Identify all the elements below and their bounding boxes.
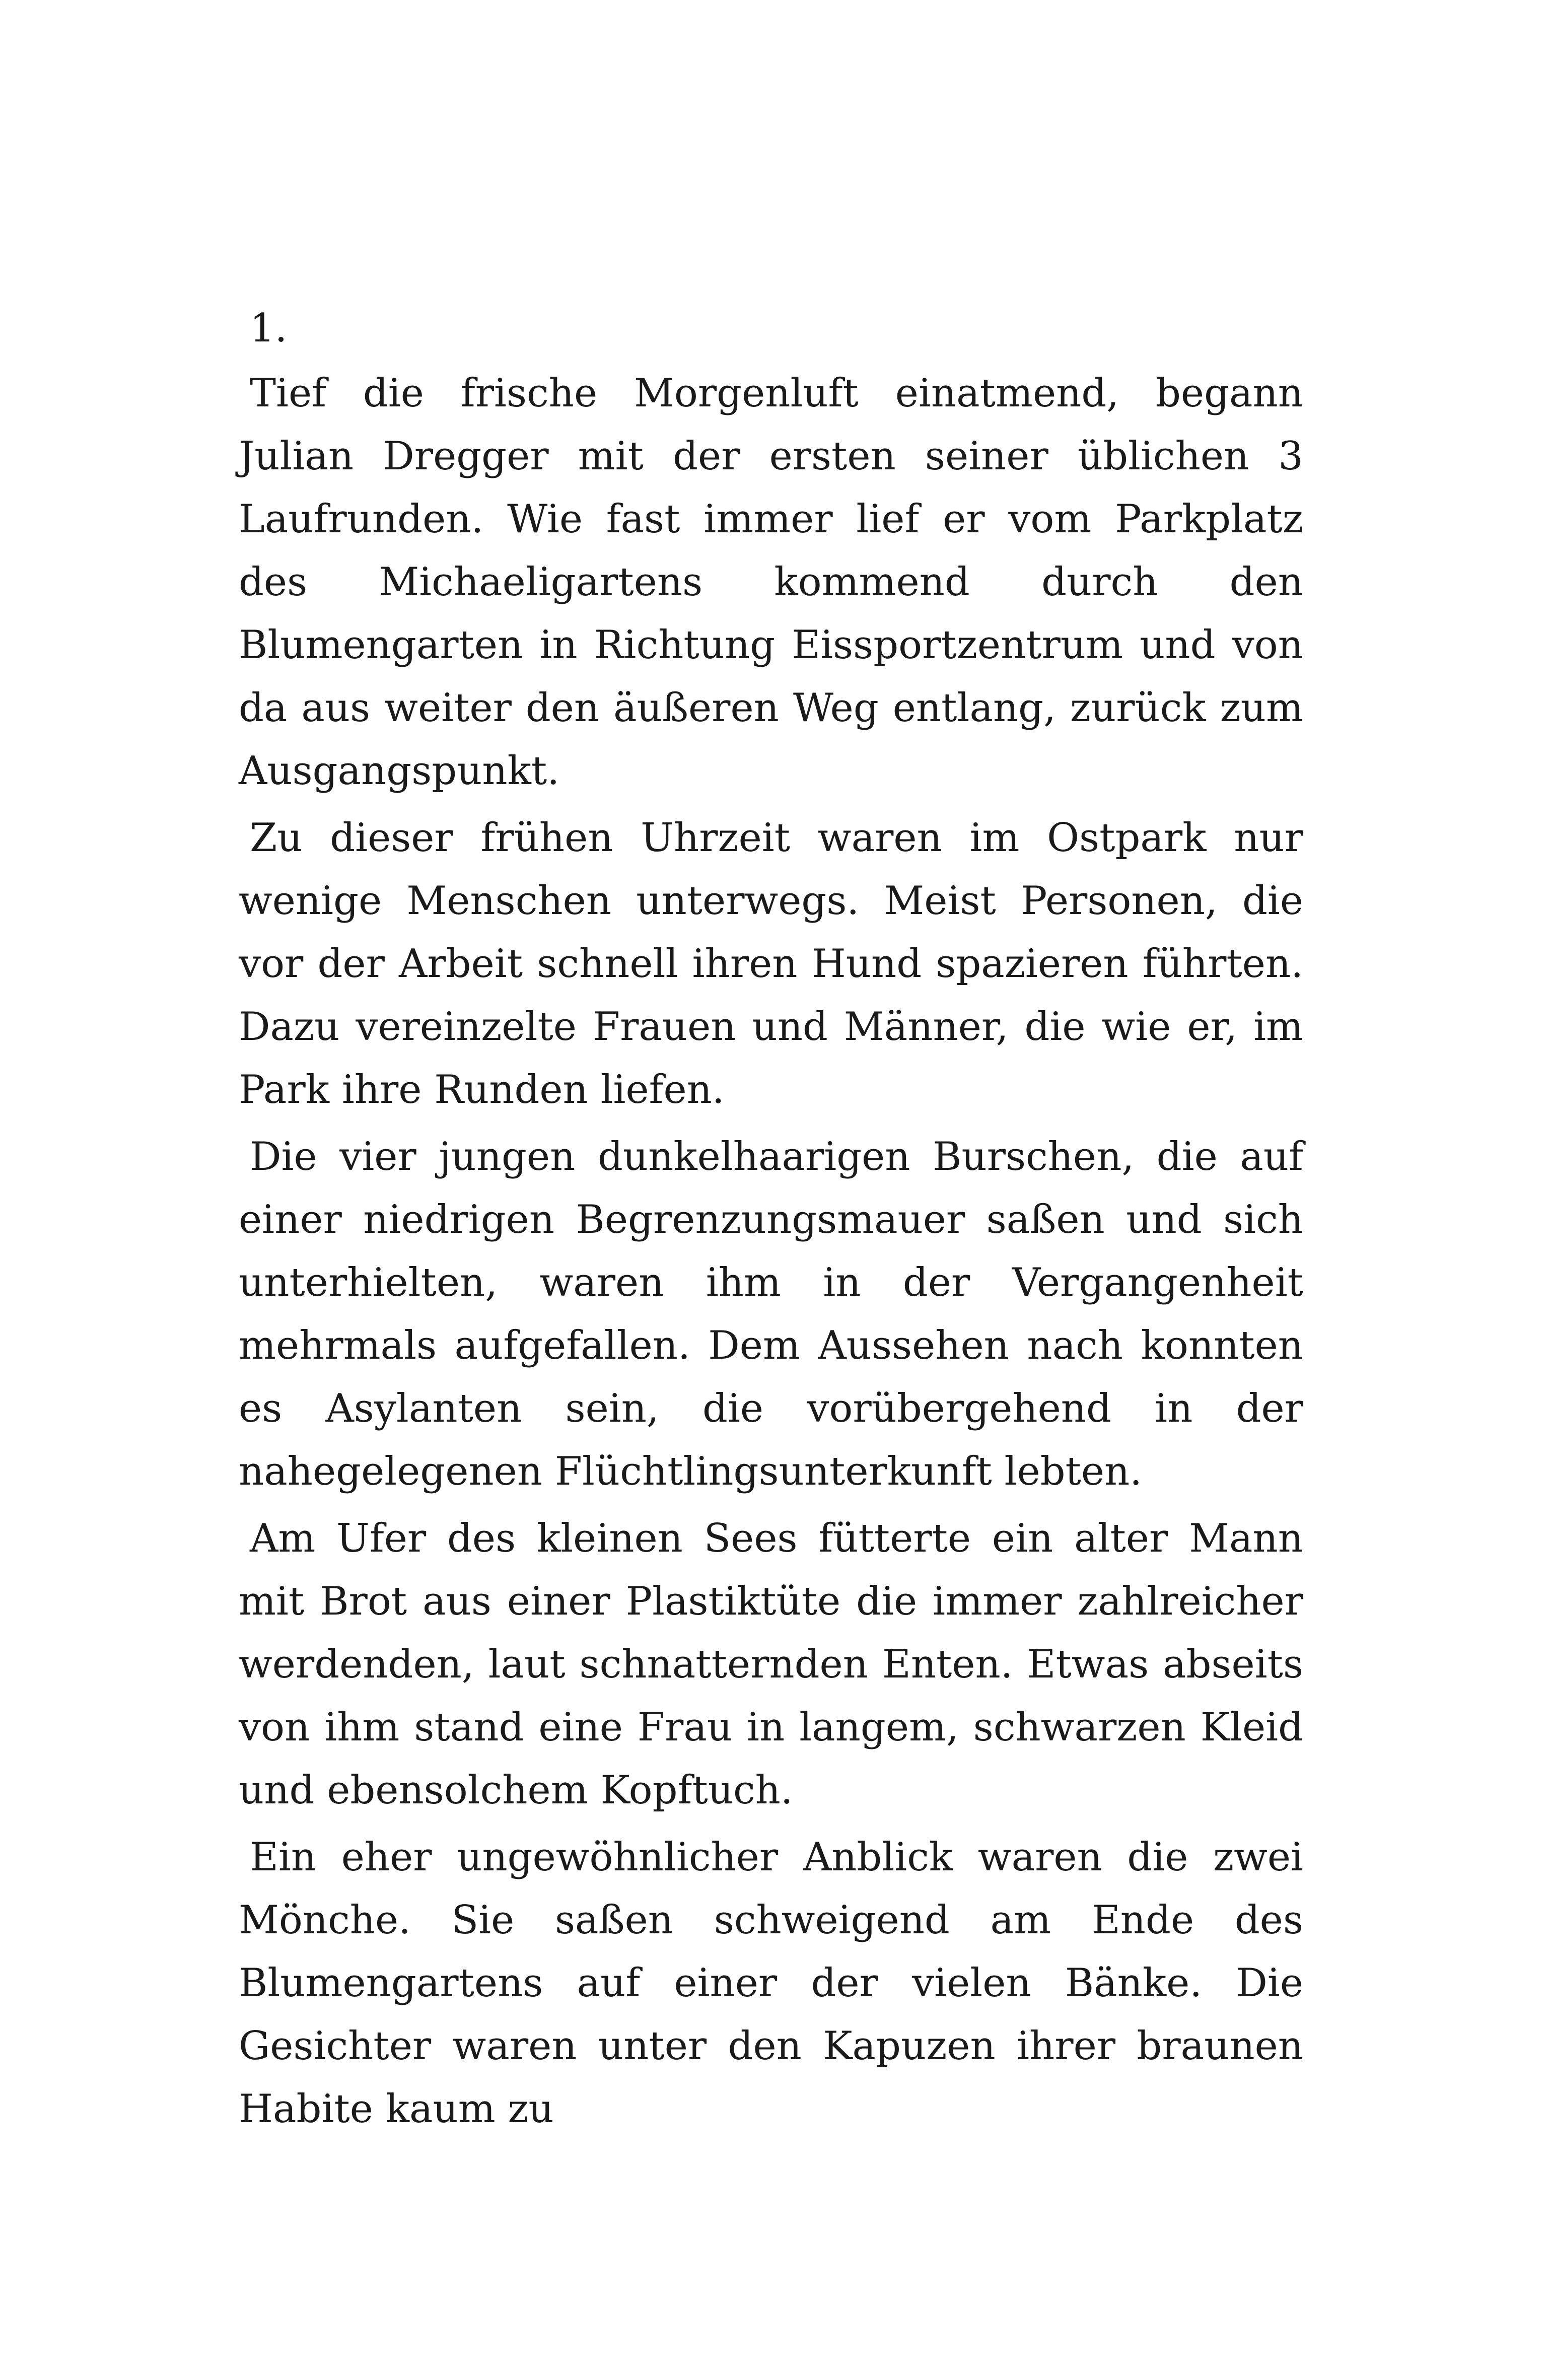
paragraph-4: Am Ufer des kleinen Sees fütterte ein alter Mann mit Brot aus einer Plastiktüte die immer zahlreicher werdenden, laut schnatternden Enten. Etwas abseits von ihm stand eine Frau in langem, schwarzen Kleid und ebensolchem Kopftuch.	[239, 1516, 1303, 1813]
paragraph-3: Die vier jungen dunkelhaarigen Burschen, die auf einer niedrigen Begrenzungsmauer saßen und sich unterhielten, waren ihm in der Vergangenheit mehrmals aufgefallen. Dem Aussehen nach konnten es Asylanten sein, die vorübergehend in der nahegelegenen Flüchtlingsunterkunft lebten.	[239, 1134, 1303, 1494]
paragraph-2: Zu dieser frühen Uhrzeit waren im Ostpark nur wenige Menschen unterwegs. Meist Personen, die vor der Arbeit schnell ihren Hund spazieren führten. Dazu vereinzelte Frauen und Männer, die wie er, im Park ihre Runden liefen.	[239, 815, 1303, 1112]
paragraph-5: Ein eher ungewöhnlicher Anblick waren die zwei Mönche. Sie saßen schweigend am Ende des Blumengartens auf einer der vielen Bänke. Die Gesichter waren unter den Kapuzen ihrer braunen Habite kaum zu	[239, 1835, 1303, 2132]
paragraph-1: Tief die frische Morgenluft einatmend, begann Julian Dregger mit der ersten seiner üblichen 3 Laufrunden. Wie fast immer lief er vom Parkplatz des Michaeligartens kommend durch den Blumengarten in Richtung Eissportzentrum und von da aus weiter den äußeren Weg entlang, zurück zum Ausgangspunkt.	[239, 371, 1303, 794]
chapter-number: 1.	[250, 306, 288, 351]
book-page	[239, 297, 1303, 2145]
